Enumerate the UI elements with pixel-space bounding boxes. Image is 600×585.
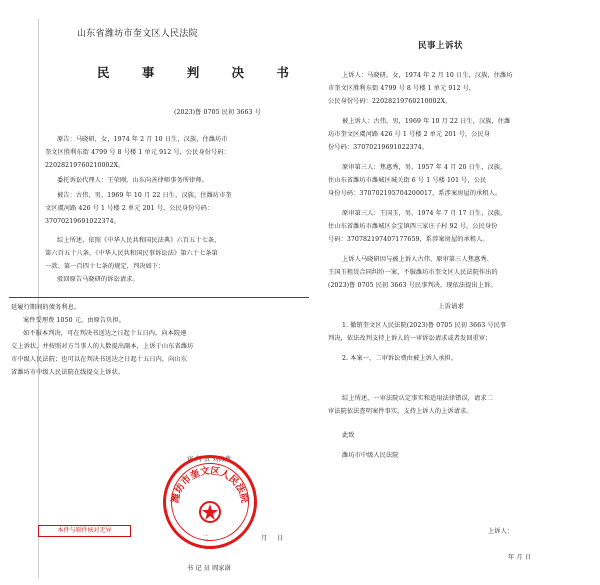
request-heading: 上诉请求 (438, 302, 464, 310)
appellant-line-3: 公民身份号码：22028219760210002X。 (328, 98, 452, 105)
notice-line-3: 如不服本判决，可在判决书送达之日起十五日内，向本院递 (23, 330, 187, 337)
plaintiff-line-2: 奎文区胜利东街 4799 号 8 号楼 1 单元 912 号，公民身份号码： (45, 149, 230, 156)
appellant-line-2: 市奎文区胜利东街 4799 号 8 号楼 1 单元 912 号， (328, 85, 476, 92)
appellant-line-1: 上诉人：马晓研，女，1974 年 2 月 10 日生，汉族，住潍坊 (342, 72, 513, 79)
appellee-line-1: 被上诉人：古伟，男，1969 年 10 月 22 日生，汉族，住潍 (342, 118, 511, 125)
judge-signature: 审 判 员 刘海燕 (187, 456, 231, 463)
closing-line-2: 审法院依法查明案件事实，支持上诉人的上诉请求。 (328, 408, 473, 415)
third-party-2-line-1: 原审第三人：王国玉，男，1974 年 7 月 17 日生，汉族， (342, 210, 507, 217)
notice-line-4: 交上诉状，并按照对方当事人的人数提出副本，上诉于山东省潍坊 (11, 343, 194, 350)
svg-text:潍坊市奎文区人民法院 (169, 465, 251, 505)
date-fragment-2: 月 (261, 535, 268, 542)
intro-line-3: (2023)鲁 0705 民初 3663 号民事判决，现依法提出上诉。 (328, 282, 497, 289)
third-party-1-line-2: 住山东省潍坊市潍城区城关街 6 号 1 号楼 101 号，公民 (328, 177, 487, 184)
third-party-1-line-3: 身份号码：370702195704200017，系涉案房屋的承租人。 (328, 190, 502, 197)
defendant-line-1: 被告：古伟，男，1969 年 10 月 22 日生，汉族，住潍坊市奎 (57, 192, 232, 199)
notice-line-5: 市中级人民法院；也可以在判决书送达之日起十五日内，向山东 (11, 356, 188, 363)
notice-line-6: 省潍坊市中级人民法院在线提交上诉状。 (11, 369, 125, 376)
signer-label: 上诉人： (488, 528, 514, 535)
clerk-signature: 书 记 员 阎家澍 (187, 565, 231, 572)
appellee-line-2: 坊市奎文区虞河路 426 号 1 号楼 2 单元 201 号，公民身 (328, 131, 491, 138)
court-seal (163, 455, 257, 549)
signature-date: 年 月 日 (508, 554, 531, 561)
ruling-line-4: 驳回原告马晓研的诉讼请求。 (57, 276, 139, 283)
intro-line-1: 上诉人马晓研因与被上诉人古伟、原审第三人焦惠秀、 (342, 256, 493, 263)
plaintiff-line-1: 原告：马晓研，女，1974 年 2 月 10 日生，汉族，住潍坊市 (57, 136, 228, 143)
appellee-line-3: 份号码：37070219691022374。 (328, 144, 429, 151)
plaintiff-line-3: 22028219760210002X。 (45, 162, 125, 169)
appeal-document (320, 40, 596, 580)
ruling-line-3: 一款、第一百四十七条的规定，判决如下： (45, 263, 165, 270)
defendant-line-3: 37070219691022374。 (45, 218, 120, 225)
court-name: 山东省潍坊市奎文区人民法院 (77, 29, 198, 39)
salutation: 此致 (342, 432, 355, 439)
closing-line-1: 综上所述，一审法院认定事实和适用法律错误，请求二 (342, 395, 493, 402)
request-1-line-2: 判决，依法改判支持上诉人的一审诉讼请求或者发回重审； (328, 335, 492, 342)
verification-stamp: 本件与原件核对无异 (38, 525, 131, 537)
addressee-court: 潍坊市中级人民法院 (342, 452, 399, 459)
intro-line-2: 王国玉租赁合同纠纷一案，不服潍坊市奎文区人民法院作出的 (328, 269, 498, 276)
attorney-line: 委托诉讼代理人：王荣刚，山东向善律师事务所律师。 (57, 177, 208, 184)
document-title: 民 事 判 决 书 (97, 65, 303, 80)
seal-text: 潍坊市奎文区人民法院 (169, 465, 251, 505)
seal-emblem-icon (166, 458, 254, 546)
ruling-line-1: 综上所述，依照《中华人民共和国民法典》六百五十七条、 (57, 237, 221, 244)
defendant-line-2: 文区虞河路 426 号 1 号楼 2 单元 201 号，公民身份号码： (45, 205, 214, 212)
third-party-2-line-2: 住山东省潍坊市潍城区金宝镇西三家庄子村 92 号，公民身份 (328, 223, 498, 230)
third-party-1-line-1: 原审第三人：焦惠秀，男，1957 年 4 月 20 日生，汉族， (342, 164, 507, 171)
notice-line-2: 案件受理费 1050 元，由原告负担。 (23, 317, 126, 324)
third-party-2-line-3: 号码：370782197407177659，系涉案房屋的承租人。 (328, 236, 489, 243)
date-fragment: 二 (202, 535, 209, 542)
date-fragment-3: 日 (277, 535, 284, 542)
notice-line-1: 延履行期间的债务利息。 (11, 304, 81, 311)
request-1-line-1: 1. 撤销奎文区人民法院(2023)鲁 0705 民初 3663 号民事 (342, 322, 507, 329)
ruling-line-2: 第六百五十八条，《中华人民共和国民事诉讼法》第六十七条第 (45, 250, 218, 257)
case-number: (2023)鲁 0705 民初 3663 号 (174, 109, 261, 116)
page-break-line (9, 297, 309, 298)
request-2-line: 2. 本案一、二审诉讼费由被上诉人承担。 (342, 355, 458, 362)
appeal-title: 民事上诉状 (418, 41, 464, 51)
